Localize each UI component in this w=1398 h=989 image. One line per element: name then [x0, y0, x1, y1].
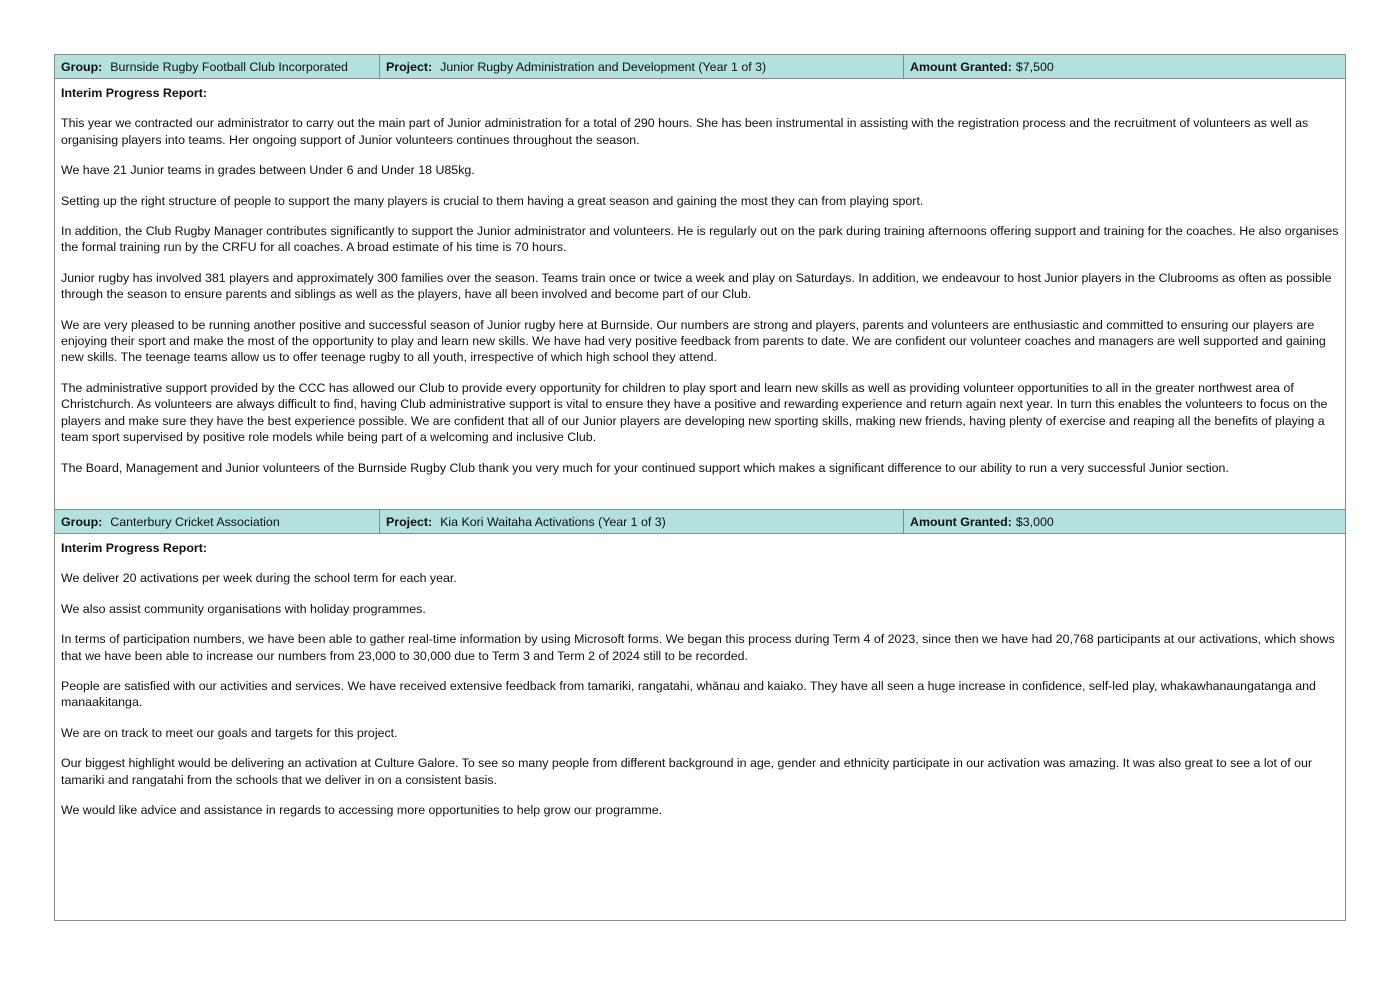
report-paragraph: In terms of participation numbers, we have been able to gather real-time information by using Microsoft forms. We began this process during Term 4 of 2023, since then we have had 20,768 participants at our activations, which shows that we have been able to increase our numbers from 23,000 to 30,000 due to Term 3 and Term 2 of 2024 still to be recorded.: [61, 632, 1335, 663]
project-name: Kia Kori Waitaha Activations (Year 1 of 3): [440, 514, 666, 529]
grant-report-table: [54, 54, 1346, 921]
report-paragraph: We would like advice and assistance in regards to accessing more opportunities to help grow our programme.: [61, 803, 663, 818]
report-body: [55, 79, 1345, 509]
group-cell: [55, 55, 380, 78]
report-paragraph: People are satisfied with our activities and services. We have received extensive feedback from tamariki, rangatahi, whānau and kaiako. They have all seen a huge increase in confidence, self-led play, whakawhanaungatanga and manaakitanga.: [61, 679, 1316, 710]
project-cell: [380, 55, 904, 78]
project-cell: [380, 510, 904, 533]
report-body: [55, 534, 1345, 920]
project-label: Project:: [386, 59, 433, 74]
grant-section-canterbury-cricket: [55, 509, 1345, 920]
group-cell: [55, 510, 380, 533]
grant-section-burnside: [55, 55, 1345, 509]
amount-cell: [904, 55, 1345, 78]
report-title: Interim Progress Report:: [61, 86, 207, 100]
section-header: [55, 55, 1345, 79]
report-paragraph: The administrative support provided by the CCC has allowed our Club to provide every opportunity for children to play sport and learn new skills as well as providing volunteer opportunities to all in the greater northwest area of Christchurch. As volunteers are always difficult to find, having Club administrative support is vital to ensure they have a positive and rewarding experience and return again next year. In turn this enables the volunteers to focus on the players and make sure they have the best experience possible. We are confident that all of our Junior players are developing new sporting skills, making new friends, having plenty of exercise and reaping all the benefits of playing a team sport supervised by positive role models while being part of a welcoming and inclusive Club.: [61, 380, 1328, 445]
amount-cell: [904, 510, 1345, 533]
report-paragraph: In addition, the Club Rugby Manager contributes significantly to support the Junior administrator and volunteers. He is regularly out on the park during training afternoons offering support and training for the coaches. He also organises the formal training run by the CRFU for all coaches. A broad estimate of his time is 70 hours.: [61, 224, 1339, 255]
report-title: Interim Progress Report:: [61, 541, 207, 555]
amount-label: Amount Granted:: [910, 59, 1012, 74]
amount-value: $7,500: [1015, 59, 1054, 74]
report-paragraph: This year we contracted our administrator to carry out the main part of Junior administration for a total of 290 hours. She has been instrumental in assisting with the registration process and the recruitment of volunteers as well as organising players into teams. Her ongoing support of Junior volunteers continues throughout the season.: [61, 116, 1309, 147]
report-paragraph: We also assist community organisations with holiday programmes.: [61, 601, 426, 616]
amount-value: $3,000: [1015, 514, 1054, 529]
group-label: Group:: [61, 59, 103, 74]
report-paragraph: Our biggest highlight would be delivering an activation at Culture Galore. To see so many people from different background in age, gender and ethnicity participate in our activation was amazing. It was also great to see a lot of our tamariki and rangatahi from the schools that we deliver in on a consistent basis.: [61, 756, 1313, 787]
group-label: Group:: [61, 514, 103, 529]
report-paragraph: Junior rugby has involved 381 players and approximately 300 families over the season. Teams train once or twice a week and play on Saturdays. In addition, we endeavour to host Junior players in the Clubrooms as often as possible through the season to ensure parents and siblings as well as the players, have all been involved and become part of our Club.: [61, 270, 1332, 302]
report-paragraph: Setting up the right structure of people to support the many players is crucial to them having a great season and gaining the most they can from playing sport.: [61, 193, 924, 208]
report-paragraph: We are on track to meet our goals and targets for this project.: [61, 725, 398, 740]
project-label: Project:: [386, 514, 433, 529]
section-header: [55, 510, 1345, 534]
report-paragraph: We have 21 Junior teams in grades between Under 6 and Under 18 U85kg.: [61, 163, 475, 178]
group-name: Canterbury Cricket Association: [110, 514, 280, 529]
project-name: Junior Rugby Administration and Development (Year 1 of 3): [440, 59, 767, 74]
report-paragraph: We deliver 20 activations per week during the school term for each year.: [61, 571, 457, 586]
report-paragraph: The Board, Management and Junior volunteers of the Burnside Rugby Club thank you very much for your continued support which makes a significant difference to our ability to run a very successful Junior section.: [61, 460, 1229, 475]
report-paragraph: We are very pleased to be running another positive and successful season of Junior rugby here at Burnside. Our numbers are strong and players, parents and volunteers are enthusiastic and committed to ensuring our players are enjoying their sport and make the most of the opportunity to play and learn new skills. We have had very positive feedback from parents to date. We are confident our volunteer coaches and managers are well supported and gaining new skills. The teenage teams allow us to offer teenage rugby to all youth, irrespective of which high school they attend.: [61, 317, 1326, 365]
amount-label: Amount Granted:: [910, 514, 1012, 529]
group-name: Burnside Rugby Football Club Incorporated: [110, 59, 348, 74]
